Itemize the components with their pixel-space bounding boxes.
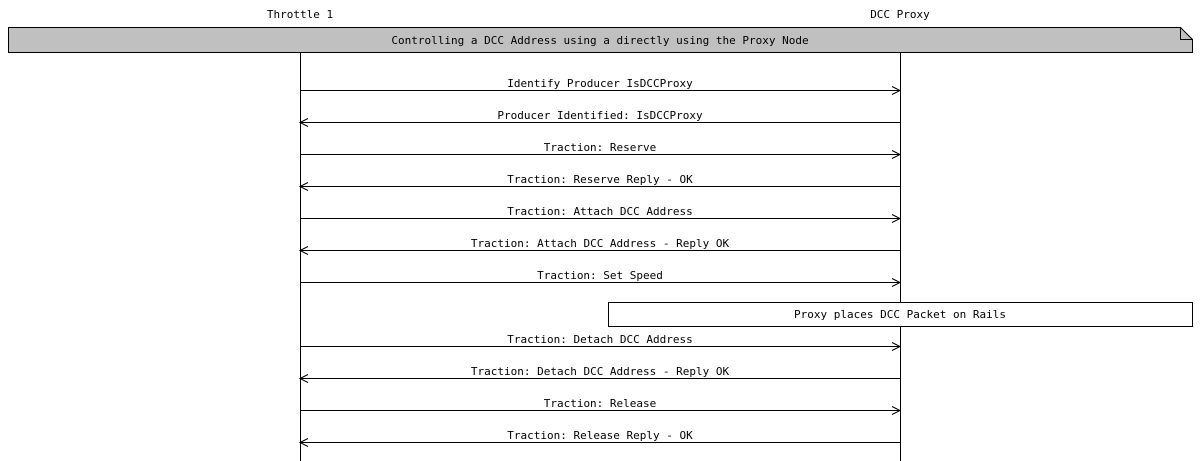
message-label: Traction: Set Speed bbox=[537, 269, 663, 282]
message-label: Identify Producer IsDCCProxy bbox=[507, 77, 693, 90]
proxy-box-note bbox=[609, 303, 1193, 327]
message-6 bbox=[300, 237, 900, 255]
message-label: Traction: Detach DCC Address bbox=[507, 333, 693, 346]
message-label: Traction: Attach DCC Address bbox=[507, 205, 693, 218]
message-7 bbox=[300, 269, 900, 287]
title-note-text: Controlling a DCC Address using a directly using the Proxy Node bbox=[391, 34, 809, 47]
message-9 bbox=[300, 365, 900, 383]
message-label: Traction: Reserve bbox=[543, 141, 657, 154]
message-8 bbox=[300, 333, 900, 351]
message-10 bbox=[300, 397, 900, 415]
proxy-box-note-text: Proxy places DCC Packet on Rails bbox=[794, 308, 1006, 321]
participant-dcc-proxy: DCC Proxy bbox=[870, 8, 930, 21]
message-3 bbox=[300, 141, 900, 159]
message-2 bbox=[300, 109, 900, 127]
message-4 bbox=[300, 173, 900, 191]
message-label: Traction: Detach DCC Address - Reply OK bbox=[470, 365, 730, 378]
message-label: Traction: Release bbox=[543, 397, 657, 410]
participant-throttle-1: Throttle 1 bbox=[266, 8, 334, 21]
message-label: Producer Identified: IsDCCProxy bbox=[497, 109, 703, 122]
message-11 bbox=[300, 429, 900, 447]
message-5 bbox=[300, 205, 900, 223]
message-label: Traction: Reserve Reply - OK bbox=[507, 173, 693, 186]
title-note bbox=[9, 28, 1193, 53]
message-label: Traction: Release Reply - OK bbox=[507, 429, 693, 442]
message-1 bbox=[300, 77, 900, 95]
message-label: Traction: Attach DCC Address - Reply OK bbox=[470, 237, 730, 250]
